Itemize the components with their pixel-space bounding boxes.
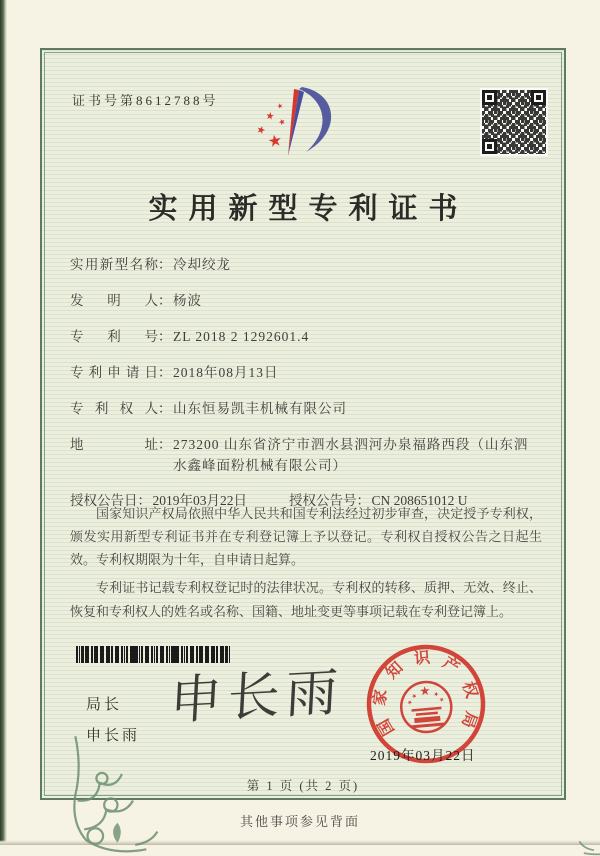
back-note: 其他事项参见背面 (239, 814, 360, 829)
field-label: 发明人 (70, 293, 158, 308)
scan-spine-edge (0, 0, 7, 845)
certificate-title: 实用新型专利证书 (148, 193, 469, 225)
field-list (70, 254, 550, 526)
seal-char: 国 (375, 715, 398, 738)
field-label: 实用新型名称 (70, 257, 158, 272)
field-row-name (70, 254, 550, 276)
qr-finder-bottom-left (482, 139, 497, 154)
legal-paragraph-1: 国家知识产权局依照中华人民共和国专利法经过初步审查，决定授予专利权，颁发实用新型专利证书并在专利登记簿上予以登记。专利权自授权公告之日起生效。专利权期限为十年，自申请日起算。 (70, 506, 542, 568)
qr-code-icon (480, 88, 548, 156)
field-label: 专利权人 (70, 401, 158, 416)
grant-number-value: CN 208651012 U (371, 493, 468, 508)
grant-date-label: 授权公告日 (70, 493, 138, 508)
official-title: 局长 (86, 697, 123, 713)
field-value: 冷却绞龙 (173, 257, 231, 272)
field-label: 专利号 (70, 329, 158, 344)
field-colon: ： (158, 365, 172, 380)
qr-finder-top-right (531, 90, 546, 105)
field-colon: ： (158, 257, 172, 272)
field-label: 地址 (70, 437, 158, 452)
certificate-number: 证书号第8612788号 (72, 93, 219, 108)
seal-char: 局 (458, 709, 480, 730)
seal-date: 2019年03月22日 (370, 748, 476, 763)
field-colon: ： (158, 293, 172, 308)
seal-char: 知 (383, 659, 407, 683)
field-row-patent-number (70, 326, 550, 348)
field-row-filing-date (70, 362, 550, 384)
field-colon: ： (356, 493, 370, 508)
field-row-patentee (70, 398, 550, 420)
handwritten-signature: 申长雨 (168, 664, 346, 731)
official-name: 申长雨 (86, 728, 141, 744)
grant-date-value: 2019年03月22日 (152, 493, 247, 508)
field-colon: ： (158, 401, 172, 416)
legal-paragraph-2: 专利证书记载专利权登记时的法律状况。专利权的转移、质押、无效、终止、恢复和专利权人的姓名或名称、国籍、地址变更等事项记载在专利登记簿上。 (70, 580, 542, 619)
field-row-address (70, 434, 550, 476)
seal-char: 家 (371, 688, 391, 707)
field-value: 杨波 (173, 293, 202, 308)
national-emblem (399, 680, 453, 734)
qr-finder-top-left (482, 90, 497, 105)
field-value: 273200 山东省济宁市泗水县泗河办泉福路西段（山东泗水鑫峰面粉机械有限公司） (173, 437, 529, 473)
cnipa-logo-icon (238, 72, 368, 184)
legal-text (70, 502, 542, 628)
certificate-frame (40, 48, 566, 800)
field-value: 山东恒易凯丰机械有限公司 (173, 401, 347, 416)
field-value: 2018年08月13日 (173, 365, 279, 380)
seal-char: 识 (413, 649, 431, 668)
page-number: 第 1 页 (共 2 页) (246, 779, 360, 793)
field-value: ZL 2018 2 1292601.4 (173, 329, 310, 344)
seal-char: 产 (439, 654, 463, 678)
seal-char: 权 (458, 679, 480, 701)
field-row-inventor (70, 290, 550, 312)
field-colon: ： (158, 329, 172, 344)
field-colon: ： (137, 493, 151, 508)
corner-ornament-icon (66, 734, 200, 856)
grant-number-label: 授权公告号 (289, 493, 357, 508)
field-colon: ： (158, 437, 172, 452)
field-label: 专利申请日 (70, 365, 158, 380)
